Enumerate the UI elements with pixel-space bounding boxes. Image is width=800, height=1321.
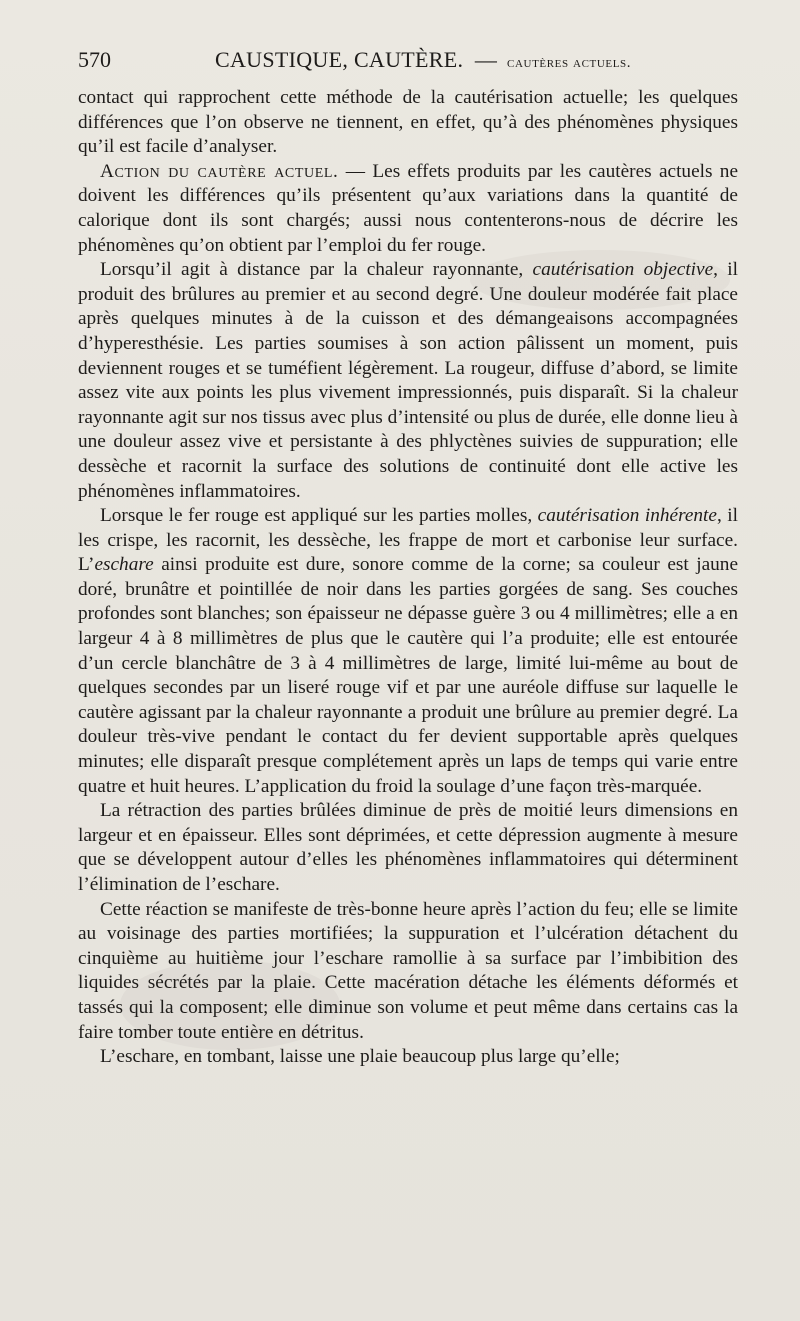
paragraph bbox=[78, 898, 738, 1046]
paragraph bbox=[78, 1045, 738, 1070]
italic-term: eschare bbox=[94, 554, 154, 576]
header-subtitle: cautères actuels. bbox=[507, 55, 632, 71]
paragraph-text: La rétraction des parties brûlées diminue de près de moitié leurs dimensions en largeur et en épaisseur. Elles sont déprimées, et cette dépression augmente à mesure que se développent autour d’elles les phénomènes inflammatoires qui déterminent l’élimination de l’eschare. bbox=[78, 800, 738, 895]
body-text bbox=[78, 86, 738, 1070]
header-title: CAUSTIQUE, CAUTÈRE. bbox=[215, 47, 464, 72]
paragraph bbox=[78, 258, 738, 504]
heading-dash: — bbox=[338, 160, 373, 182]
paragraph-text: , il les crispe, les racornit, les dessèche, les frappe de mort et carbonise leur surface. L’ bbox=[78, 505, 739, 576]
header-separator: — bbox=[474, 47, 498, 72]
paragraph bbox=[78, 86, 738, 160]
paragraph-text: Cette réaction se manifeste de très-bonne heure après l’action du feu; elle se limite au voisinage des parties mortifiées; la suppuration et l’ulcération détachent du cinquième au huitième jour l’eschare ramollie à sa surface par l’imbibition des liquides sécrétés par la plaie. Cette macération détache les éléments déformés et tassés qui la composent; elle diminue son volume et peut même dans certains cas la faire tomber toute entière en détritus. bbox=[78, 898, 738, 1043]
paragraph-text: ainsi produite est dure, sonore comme de la corne; sa couleur est jaune doré, brunâtre et pointillée de noir dans les parties gorgées de sang. Ses couches profondes sont blanches; son épaisseur ne dépasse guère 3 ou 4 millimètres; elle a en largeur 4 à 8 millimètres de plus que le cautère qui l’a produite; elle est entourée d’un cercle blanchâtre de 3 à 4 millimètres de large, limité lui-même au bout de quelques secondes par un liseré rouge vif et par une auréole diffuse sur laquelle le cautère agissant par la chaleur rayonnante a produit une brûlure au premier degré. La douleur très-vive pendant le contact du fer devient supportable après quelques minutes; elle disparaît presque complétement après un laps de temps qui varie entre quatre et huit heures. L’application du froid la soulage d’une façon très-marquée. bbox=[78, 554, 738, 797]
section-heading: Action du cautère actuel. bbox=[100, 160, 339, 182]
paragraph bbox=[78, 799, 738, 897]
paragraph bbox=[78, 504, 738, 799]
paragraph-text: Lorsqu’il agit à distance par la chaleur rayonnante, bbox=[100, 259, 533, 281]
page-number: 570 bbox=[78, 47, 111, 72]
paragraph-text: L’eschare, en tombant, laisse une plaie beaucoup plus large qu’elle; bbox=[100, 1046, 620, 1068]
paragraph-text: Lorsque le fer rouge est appliqué sur les parties molles, bbox=[100, 505, 538, 527]
paragraph-text: , il produit des brûlures au premier et au second degré. Une douleur modérée fait place après quelques minutes à de la cuisson et des démangeaisons accompagnées d’hyperesthésie. Les parties soumises à son action pâlissent un moment, puis deviennent rouges et se tuméfient légèrement. La rougeur, diffuse d’abord, se limite assez vite aux points les plus vivement impressionnés, puis disparaît. Si la chaleur rayonnante agit sur nos tissus avec plus d’intensité ou plus de durée, elle donne lieu à une douleur assez vive et persistante à des phlyctènes suivies de suppuration; elle dessèche et racornit la surface des solutions de continuité dont elle active les phénomènes inflammatoires. bbox=[78, 259, 738, 502]
italic-term: cautérisation objective bbox=[532, 259, 714, 281]
paragraph bbox=[78, 160, 738, 258]
paragraph-text: contact qui rapprochent cette méthode de la cautérisation actuelle; les quelques différences que l’on observe ne tiennent, en effet, qu’à des phénomènes physiques qu’il est facile d’analyser. bbox=[78, 87, 738, 158]
running-header bbox=[78, 47, 764, 81]
running-title bbox=[215, 47, 631, 73]
paragraph-text: Les effets produits par les cautères actuels ne doivent les différences qu’ils présentent qu’aux variations dans la quantité de calorique dont ils sont chargés; aussi nous contenterons-nous de décrire les phénomènes qu’on obtient par l’emploi du fer rouge. bbox=[78, 160, 739, 256]
italic-term: cautérisation inhérente bbox=[537, 505, 717, 527]
